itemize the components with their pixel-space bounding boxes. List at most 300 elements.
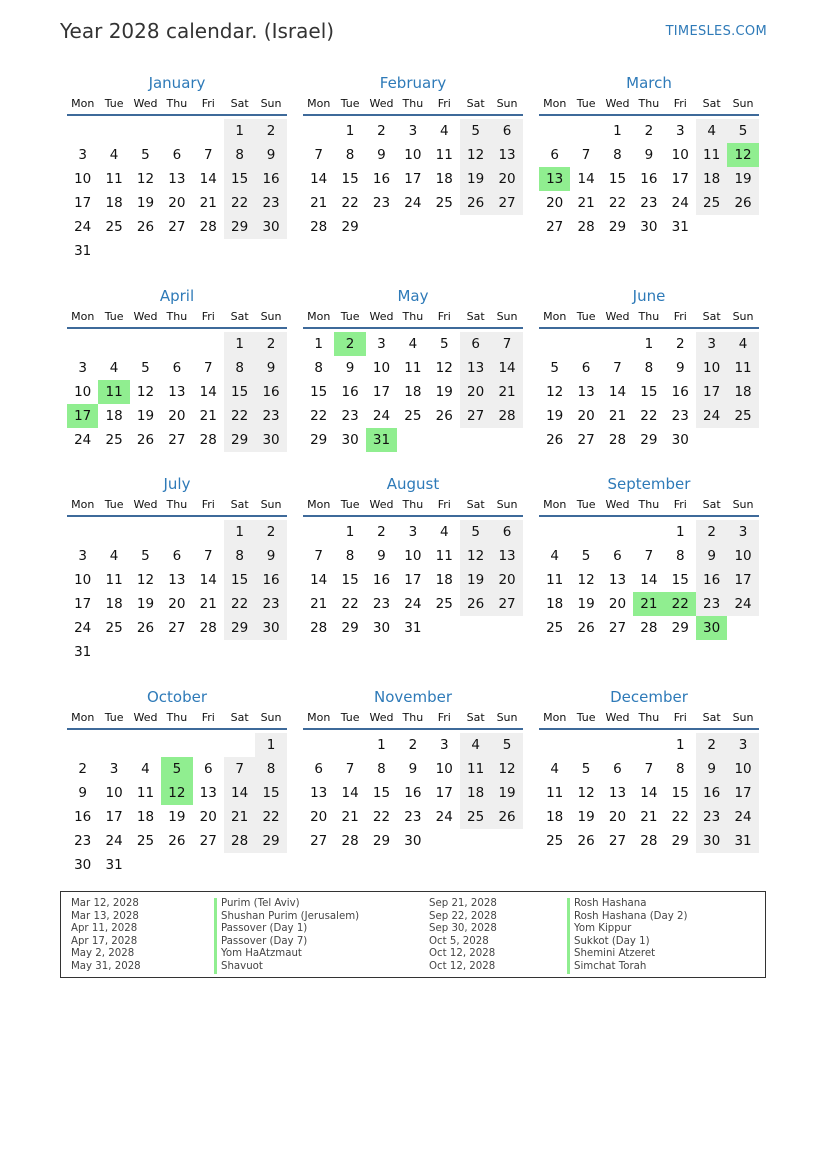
day-cell[interactable]: 4: [109, 548, 119, 564]
day-cell[interactable]: 7: [314, 147, 323, 163]
day-cell[interactable]: 10: [74, 384, 92, 400]
day-cell[interactable]: 16: [341, 384, 359, 400]
day-cell[interactable]: 24: [696, 404, 727, 428]
day-cell[interactable]: 7: [581, 147, 591, 163]
day-cell[interactable]: 10: [727, 757, 758, 781]
day-cell[interactable]: 5: [581, 548, 591, 564]
day-cell[interactable]: 25: [105, 620, 123, 636]
day-cell[interactable]: 25: [105, 219, 123, 235]
day-cell[interactable]: 2: [408, 737, 418, 753]
day-cell[interactable]: 15: [310, 384, 328, 400]
day-cell[interactable]: 3: [439, 737, 449, 753]
day-cell[interactable]: 8: [675, 548, 685, 564]
day-cell[interactable]: 23: [404, 809, 422, 825]
day-cell[interactable]: 12: [460, 143, 491, 167]
day-cell[interactable]: 1: [345, 123, 355, 139]
day-cell[interactable]: 27: [577, 432, 595, 448]
day-cell[interactable]: 8: [644, 360, 654, 376]
day-cell[interactable]: 6: [203, 761, 213, 777]
day-cell[interactable]: 15: [224, 380, 255, 404]
day-cell[interactable]: 6: [581, 360, 591, 376]
day-cell[interactable]: 28: [608, 432, 627, 448]
day-cell[interactable]: 2: [255, 520, 286, 544]
day-cell[interactable]: 25: [136, 833, 155, 849]
day-cell[interactable]: 15: [341, 572, 359, 588]
day-cell[interactable]: 15: [671, 785, 689, 801]
day-cell[interactable]: 24: [435, 809, 453, 825]
day-cell[interactable]: 21: [310, 195, 328, 211]
day-cell[interactable]: 3: [78, 548, 87, 564]
day-cell[interactable]: 21: [577, 195, 595, 211]
day-cell[interactable]: 3: [727, 733, 758, 757]
day-cell[interactable]: 3: [377, 336, 386, 352]
day-cell[interactable]: 13: [310, 785, 328, 801]
day-cell[interactable]: 26: [136, 432, 155, 448]
day-cell[interactable]: 9: [345, 360, 355, 376]
day-cell[interactable]: 27: [168, 219, 186, 235]
day-cell[interactable]: 28: [199, 432, 217, 448]
day-cell[interactable]: 29: [372, 833, 391, 849]
day-cell[interactable]: 18: [460, 781, 491, 805]
day-cell[interactable]: 9: [675, 360, 685, 376]
day-cell[interactable]: 8: [345, 548, 355, 564]
day-cell[interactable]: 3: [109, 761, 119, 777]
day-cell[interactable]: 7: [314, 548, 323, 564]
day-cell[interactable]: 22: [224, 191, 255, 215]
day-cell[interactable]: 21: [341, 809, 359, 825]
day-cell[interactable]: 4: [460, 733, 491, 757]
day-cell[interactable]: 9: [78, 785, 87, 801]
day-cell[interactable]: 30: [341, 432, 359, 448]
day-cell[interactable]: 18: [727, 380, 758, 404]
day-cell[interactable]: 18: [435, 572, 453, 588]
day-cell[interactable]: 7: [345, 761, 355, 777]
day-cell-holiday[interactable]: 22: [665, 592, 696, 616]
day-cell[interactable]: 8: [675, 761, 685, 777]
day-cell[interactable]: 11: [404, 360, 422, 376]
day-cell[interactable]: 8: [255, 757, 286, 781]
day-cell[interactable]: 14: [310, 572, 328, 588]
day-cell[interactable]: 10: [696, 356, 727, 380]
day-cell[interactable]: 9: [255, 356, 286, 380]
day-cell[interactable]: 27: [491, 191, 522, 215]
day-cell[interactable]: 31: [671, 219, 689, 235]
day-cell[interactable]: 29: [671, 620, 689, 636]
day-cell[interactable]: 17: [404, 171, 422, 187]
day-cell[interactable]: 3: [696, 332, 727, 356]
day-cell[interactable]: 17: [727, 568, 758, 592]
day-cell[interactable]: 26: [460, 592, 491, 616]
day-cell-holiday[interactable]: 5: [161, 757, 192, 781]
day-cell[interactable]: 29: [341, 219, 359, 235]
day-cell[interactable]: 2: [377, 524, 386, 540]
day-cell[interactable]: 22: [310, 408, 328, 424]
day-cell[interactable]: 16: [696, 568, 727, 592]
day-cell[interactable]: 4: [141, 761, 150, 777]
day-cell[interactable]: 30: [404, 833, 422, 849]
day-cell[interactable]: 14: [608, 384, 627, 400]
day-cell[interactable]: 12: [136, 572, 155, 588]
day-cell[interactable]: 12: [460, 544, 491, 568]
day-cell[interactable]: 20: [310, 809, 328, 825]
day-cell[interactable]: 10: [74, 572, 92, 588]
day-cell[interactable]: 8: [224, 544, 255, 568]
day-cell[interactable]: 4: [439, 123, 449, 139]
day-cell[interactable]: 7: [224, 757, 255, 781]
day-cell[interactable]: 6: [172, 147, 182, 163]
day-cell[interactable]: 6: [172, 548, 182, 564]
day-cell[interactable]: 1: [377, 737, 386, 753]
day-cell[interactable]: 27: [608, 833, 627, 849]
day-cell[interactable]: 20: [608, 809, 627, 825]
day-cell[interactable]: 31: [105, 857, 123, 873]
day-cell[interactable]: 24: [372, 408, 391, 424]
day-cell[interactable]: 9: [696, 757, 727, 781]
day-cell[interactable]: 29: [224, 428, 255, 452]
day-cell[interactable]: 18: [696, 167, 727, 191]
day-cell[interactable]: 18: [105, 195, 123, 211]
day-cell[interactable]: 18: [105, 408, 123, 424]
day-cell[interactable]: 30: [640, 219, 658, 235]
day-cell[interactable]: 6: [550, 147, 559, 163]
day-cell[interactable]: 20: [168, 408, 186, 424]
day-cell[interactable]: 18: [136, 809, 155, 825]
day-cell[interactable]: 20: [460, 380, 491, 404]
day-cell[interactable]: 25: [546, 620, 564, 636]
day-cell[interactable]: 16: [404, 785, 422, 801]
day-cell[interactable]: 3: [408, 524, 418, 540]
day-cell[interactable]: 10: [404, 548, 422, 564]
day-cell[interactable]: 4: [408, 336, 418, 352]
day-cell[interactable]: 9: [696, 544, 727, 568]
day-cell[interactable]: 10: [105, 785, 123, 801]
day-cell[interactable]: 15: [341, 171, 359, 187]
day-cell[interactable]: 22: [341, 596, 359, 612]
day-cell[interactable]: 25: [105, 432, 123, 448]
day-cell[interactable]: 20: [491, 568, 522, 592]
day-cell[interactable]: 7: [491, 332, 522, 356]
day-cell[interactable]: 24: [105, 833, 123, 849]
day-cell[interactable]: 20: [577, 408, 595, 424]
day-cell[interactable]: 29: [608, 219, 627, 235]
day-cell[interactable]: 22: [224, 592, 255, 616]
day-cell[interactable]: 17: [435, 785, 453, 801]
day-cell[interactable]: 19: [435, 384, 453, 400]
day-cell[interactable]: 6: [491, 119, 522, 143]
day-cell[interactable]: 23: [341, 408, 359, 424]
day-cell[interactable]: 21: [640, 809, 658, 825]
day-cell[interactable]: 11: [546, 785, 564, 801]
day-cell[interactable]: 24: [74, 620, 92, 636]
day-cell[interactable]: 2: [644, 123, 654, 139]
day-cell[interactable]: 16: [255, 568, 286, 592]
day-cell[interactable]: 27: [608, 620, 627, 636]
day-cell[interactable]: 28: [224, 829, 255, 853]
day-cell[interactable]: 15: [224, 167, 255, 191]
day-cell[interactable]: 26: [136, 219, 155, 235]
day-cell[interactable]: 1: [644, 336, 654, 352]
day-cell[interactable]: 19: [136, 195, 155, 211]
day-cell[interactable]: 30: [255, 616, 286, 640]
day-cell[interactable]: 23: [671, 408, 689, 424]
day-cell[interactable]: 9: [644, 147, 654, 163]
day-cell[interactable]: 6: [314, 761, 323, 777]
day-cell[interactable]: 30: [74, 857, 92, 873]
day-cell[interactable]: 17: [671, 171, 689, 187]
day-cell[interactable]: 26: [577, 620, 595, 636]
day-cell-holiday[interactable]: 13: [539, 167, 570, 191]
day-cell[interactable]: 31: [74, 243, 92, 259]
day-cell[interactable]: 16: [696, 781, 727, 805]
day-cell[interactable]: 22: [224, 404, 255, 428]
site-link[interactable]: TIMESLES.COM: [665, 24, 767, 39]
day-cell[interactable]: 19: [577, 596, 595, 612]
day-cell[interactable]: 21: [310, 596, 328, 612]
day-cell[interactable]: 30: [372, 620, 391, 636]
day-cell[interactable]: 30: [671, 432, 689, 448]
day-cell[interactable]: 23: [255, 191, 286, 215]
day-cell[interactable]: 10: [404, 147, 422, 163]
day-cell-holiday[interactable]: 11: [98, 380, 129, 404]
day-cell[interactable]: 5: [141, 360, 150, 376]
day-cell[interactable]: 11: [105, 171, 123, 187]
day-cell[interactable]: 6: [491, 520, 522, 544]
day-cell[interactable]: 2: [255, 119, 286, 143]
day-cell[interactable]: 4: [439, 524, 449, 540]
day-cell[interactable]: 5: [491, 733, 522, 757]
day-cell[interactable]: 27: [168, 620, 186, 636]
day-cell[interactable]: 16: [640, 171, 658, 187]
day-cell[interactable]: 16: [372, 572, 391, 588]
day-cell[interactable]: 13: [168, 572, 186, 588]
day-cell[interactable]: 17: [74, 596, 92, 612]
day-cell[interactable]: 22: [640, 408, 658, 424]
day-cell[interactable]: 23: [696, 805, 727, 829]
day-cell[interactable]: 12: [136, 171, 155, 187]
day-cell[interactable]: 5: [550, 360, 559, 376]
day-cell[interactable]: 27: [310, 833, 328, 849]
day-cell[interactable]: 7: [644, 761, 654, 777]
day-cell[interactable]: 19: [727, 167, 758, 191]
day-cell[interactable]: 4: [109, 147, 119, 163]
day-cell[interactable]: 12: [546, 384, 564, 400]
day-cell[interactable]: 14: [199, 572, 217, 588]
day-cell[interactable]: 20: [608, 596, 627, 612]
day-cell[interactable]: 19: [136, 408, 155, 424]
day-cell-holiday[interactable]: 31: [366, 428, 397, 452]
day-cell[interactable]: 24: [74, 432, 92, 448]
day-cell[interactable]: 5: [141, 548, 150, 564]
day-cell[interactable]: 9: [377, 548, 386, 564]
day-cell[interactable]: 14: [310, 171, 328, 187]
day-cell[interactable]: 28: [199, 620, 217, 636]
day-cell[interactable]: 11: [460, 757, 491, 781]
day-cell[interactable]: 30: [255, 215, 286, 239]
day-cell[interactable]: 23: [372, 195, 391, 211]
day-cell[interactable]: 26: [577, 833, 595, 849]
day-cell[interactable]: 1: [255, 733, 286, 757]
day-cell[interactable]: 23: [696, 592, 727, 616]
day-cell[interactable]: 22: [341, 195, 359, 211]
day-cell[interactable]: 14: [199, 384, 217, 400]
day-cell[interactable]: 14: [640, 572, 658, 588]
day-cell[interactable]: 8: [613, 147, 622, 163]
day-cell[interactable]: 26: [168, 833, 186, 849]
day-cell[interactable]: 2: [78, 761, 87, 777]
day-cell[interactable]: 14: [224, 781, 255, 805]
day-cell[interactable]: 27: [199, 833, 217, 849]
day-cell[interactable]: 29: [671, 833, 689, 849]
day-cell[interactable]: 15: [671, 572, 689, 588]
day-cell[interactable]: 14: [577, 171, 595, 187]
day-cell[interactable]: 13: [199, 785, 217, 801]
day-cell-holiday[interactable]: 30: [696, 616, 727, 640]
day-cell[interactable]: 24: [727, 592, 758, 616]
day-cell[interactable]: 28: [577, 219, 595, 235]
day-cell[interactable]: 22: [255, 805, 286, 829]
day-cell[interactable]: 1: [675, 524, 685, 540]
day-cell[interactable]: 6: [613, 548, 622, 564]
day-cell[interactable]: 2: [255, 332, 286, 356]
day-cell[interactable]: 19: [460, 167, 491, 191]
day-cell[interactable]: 19: [460, 568, 491, 592]
day-cell[interactable]: 1: [675, 737, 685, 753]
day-cell[interactable]: 10: [727, 544, 758, 568]
day-cell[interactable]: 1: [314, 336, 323, 352]
day-cell[interactable]: 6: [613, 761, 622, 777]
day-cell[interactable]: 7: [203, 147, 213, 163]
day-cell[interactable]: 11: [105, 572, 123, 588]
day-cell[interactable]: 10: [671, 147, 689, 163]
day-cell[interactable]: 19: [136, 596, 155, 612]
day-cell[interactable]: 25: [460, 805, 491, 829]
day-cell[interactable]: 21: [608, 408, 627, 424]
day-cell[interactable]: 27: [546, 219, 564, 235]
day-cell[interactable]: 22: [671, 809, 689, 825]
day-cell[interactable]: 4: [550, 548, 559, 564]
day-cell[interactable]: 1: [224, 119, 255, 143]
day-cell-holiday[interactable]: 17: [67, 404, 98, 428]
day-cell[interactable]: 12: [136, 384, 155, 400]
day-cell[interactable]: 27: [460, 404, 491, 428]
day-cell[interactable]: 12: [577, 572, 595, 588]
day-cell[interactable]: 15: [255, 781, 286, 805]
day-cell[interactable]: 15: [640, 384, 658, 400]
day-cell[interactable]: 27: [491, 592, 522, 616]
day-cell[interactable]: 23: [640, 195, 658, 211]
day-cell[interactable]: 2: [696, 520, 727, 544]
day-cell[interactable]: 20: [546, 195, 564, 211]
day-cell[interactable]: 20: [491, 167, 522, 191]
day-cell[interactable]: 28: [310, 219, 328, 235]
day-cell[interactable]: 8: [377, 761, 386, 777]
day-cell[interactable]: 26: [136, 620, 155, 636]
day-cell[interactable]: 8: [224, 143, 255, 167]
day-cell[interactable]: 6: [172, 360, 182, 376]
day-cell[interactable]: 17: [727, 781, 758, 805]
day-cell[interactable]: 3: [675, 123, 685, 139]
day-cell[interactable]: 13: [491, 544, 522, 568]
day-cell[interactable]: 11: [546, 572, 564, 588]
day-cell[interactable]: 19: [168, 809, 186, 825]
day-cell[interactable]: 1: [224, 520, 255, 544]
day-cell[interactable]: 15: [224, 568, 255, 592]
day-cell[interactable]: 13: [168, 384, 186, 400]
day-cell[interactable]: 1: [345, 524, 355, 540]
day-cell[interactable]: 19: [577, 809, 595, 825]
day-cell[interactable]: 14: [640, 785, 658, 801]
day-cell[interactable]: 20: [168, 195, 186, 211]
day-cell[interactable]: 16: [671, 384, 689, 400]
day-cell-holiday[interactable]: 12: [161, 781, 192, 805]
day-cell[interactable]: 20: [199, 809, 217, 825]
day-cell[interactable]: 29: [224, 616, 255, 640]
day-cell[interactable]: 5: [727, 119, 758, 143]
day-cell[interactable]: 23: [372, 596, 391, 612]
day-cell[interactable]: 5: [581, 761, 591, 777]
day-cell[interactable]: 29: [224, 215, 255, 239]
day-cell[interactable]: 2: [696, 733, 727, 757]
day-cell[interactable]: 17: [74, 195, 92, 211]
day-cell[interactable]: 11: [727, 356, 758, 380]
day-cell[interactable]: 21: [199, 596, 217, 612]
day-cell[interactable]: 24: [404, 596, 422, 612]
day-cell[interactable]: 12: [491, 757, 522, 781]
day-cell[interactable]: 13: [608, 785, 627, 801]
day-cell[interactable]: 8: [224, 356, 255, 380]
day-cell[interactable]: 23: [255, 404, 286, 428]
day-cell[interactable]: 24: [671, 195, 689, 211]
day-cell[interactable]: 25: [435, 596, 453, 612]
day-cell[interactable]: 2: [377, 123, 386, 139]
day-cell[interactable]: 30: [696, 829, 727, 853]
day-cell[interactable]: 24: [74, 219, 92, 235]
day-cell[interactable]: 13: [168, 171, 186, 187]
day-cell[interactable]: 16: [74, 809, 92, 825]
day-cell[interactable]: 11: [136, 785, 155, 801]
day-cell[interactable]: 13: [577, 384, 595, 400]
day-cell[interactable]: 26: [491, 805, 522, 829]
day-cell[interactable]: 25: [696, 191, 727, 215]
day-cell[interactable]: 20: [168, 596, 186, 612]
day-cell[interactable]: 29: [255, 829, 286, 853]
day-cell[interactable]: 14: [341, 785, 359, 801]
day-cell[interactable]: 18: [105, 596, 123, 612]
day-cell[interactable]: 15: [608, 171, 627, 187]
day-cell[interactable]: 17: [404, 572, 422, 588]
day-cell[interactable]: 31: [404, 620, 422, 636]
day-cell[interactable]: 16: [255, 167, 286, 191]
day-cell[interactable]: 28: [199, 219, 217, 235]
day-cell[interactable]: 28: [640, 620, 658, 636]
day-cell[interactable]: 15: [372, 785, 391, 801]
day-cell[interactable]: 8: [345, 147, 355, 163]
day-cell[interactable]: 22: [372, 809, 391, 825]
day-cell[interactable]: 21: [224, 805, 255, 829]
day-cell[interactable]: 26: [460, 191, 491, 215]
day-cell[interactable]: 4: [550, 761, 559, 777]
day-cell[interactable]: 18: [546, 596, 564, 612]
day-cell[interactable]: 13: [491, 143, 522, 167]
day-cell[interactable]: 3: [78, 147, 87, 163]
day-cell[interactable]: 28: [491, 404, 522, 428]
day-cell[interactable]: 17: [696, 380, 727, 404]
day-cell-holiday[interactable]: 12: [727, 143, 758, 167]
day-cell[interactable]: 1: [224, 332, 255, 356]
day-cell[interactable]: 3: [408, 123, 418, 139]
day-cell[interactable]: 11: [435, 147, 453, 163]
day-cell[interactable]: 5: [460, 119, 491, 143]
